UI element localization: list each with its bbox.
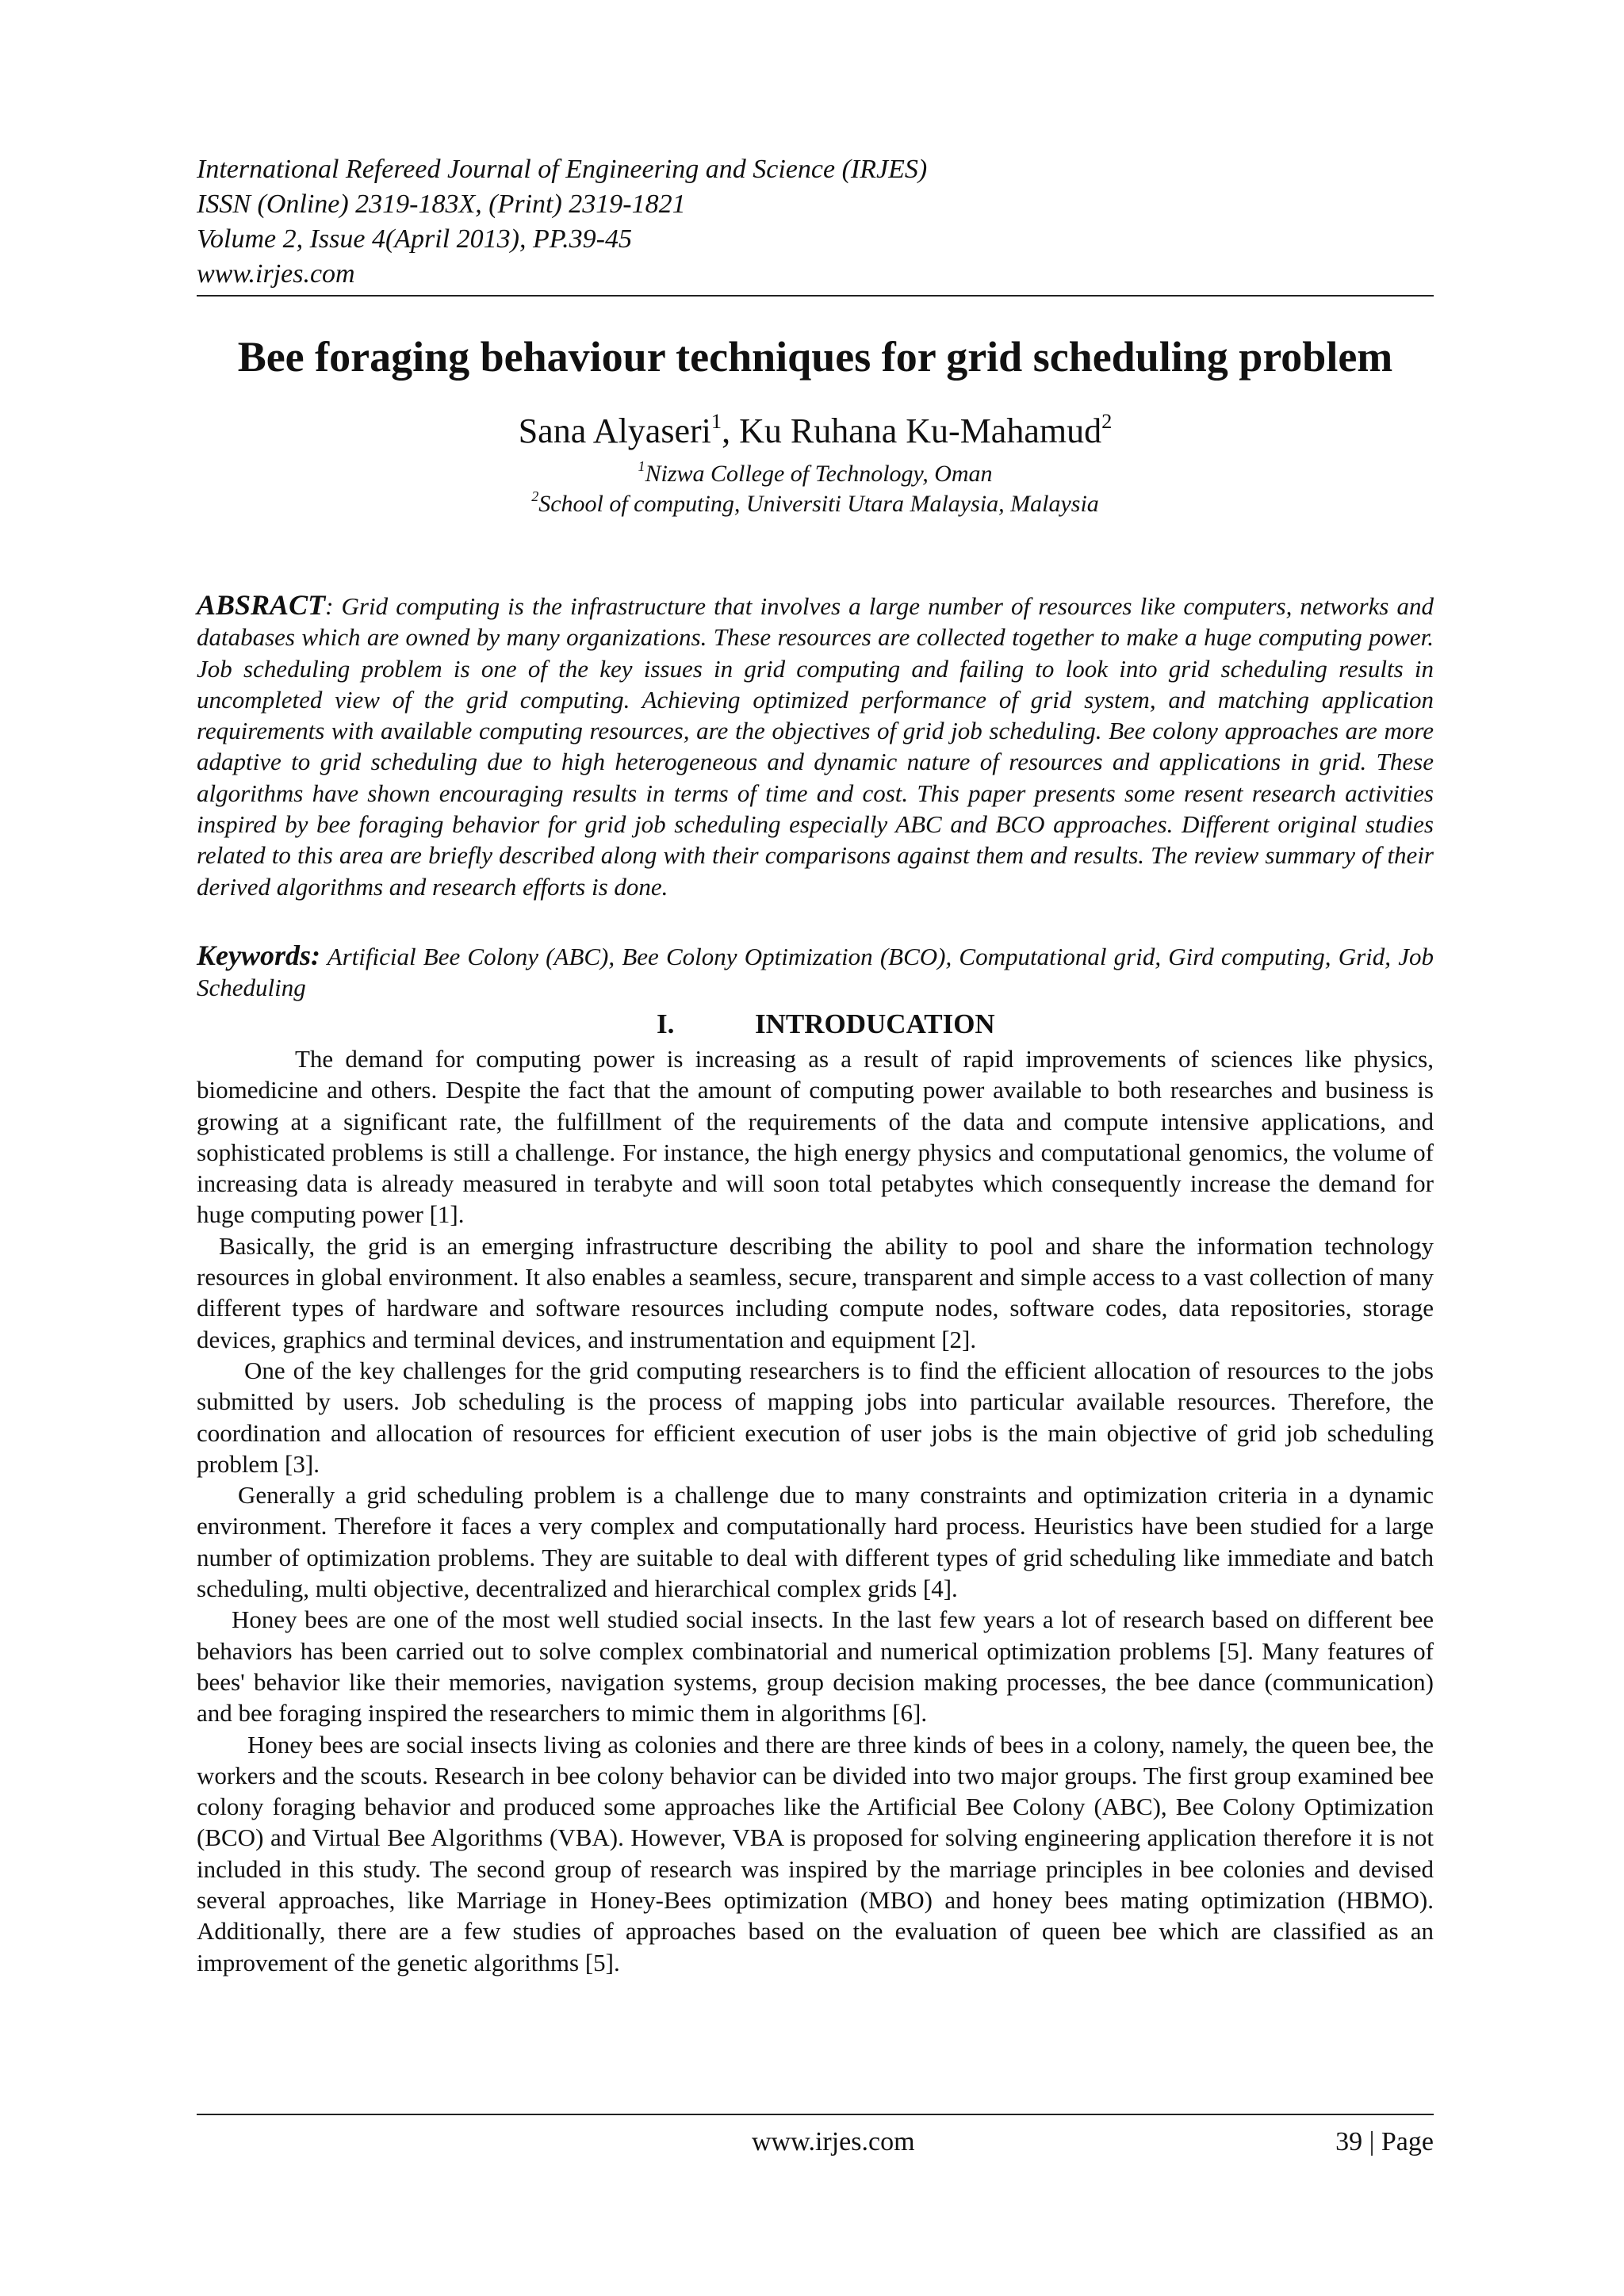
abstract-text: Grid computing is the infrastructure that involves a large number of resources like computers, networks and databases which are owned by many organizations. These resources are collected together to make a huge computing power. Job scheduling problem is one of the key issues in grid computing and failing to look into grid scheduling results in uncompleted view of the grid computing. Achieving optimized performance of grid system, and matching application requirements with available computing resources, are the objectives of grid job scheduling. Bee colony approaches are more adaptive to grid scheduling due to high heterogeneous and dynamic nature of resources and applications in grid. These algorithms have shown encouraging results in terms of time and cost. This paper presents some resent research activities inspired by bee foraging behavior for grid job scheduling especially ABC and BCO approaches. Different original studies related to this area are briefly described along with their comparisons against them and results. The review summary of their derived algorithms and research efforts is done. <box>197 592 1434 901</box>
paragraph: Honey bees are social insects living as colonies and there are three kinds of bees in a colony, namely, the queen bee, the workers and the scouts. Research in bee colony behavior can be divided into two major groups. The first group examined bee colony foraging behavior and produced some approaches like the Artificial Bee Colony (ABC), Bee Colony Optimization (BCO) and Virtual Bee Algorithms (VBA). However, VBA is proposed for solving engineering application therefore it is not included in this study. The second group of research was inspired by the marriage principles in bee colonies and devised several approaches, like Marriage in Honey-Bees optimization (MBO) and honey bees mating optimization (HBMO). Additionally, there are a few studies of approaches based on the evaluation of queen bee which are classified as an improvement of the genetic algorithms [5]. <box>197 1730 1434 1976</box>
abstract-label: ABSRACT <box>197 589 326 621</box>
author-name: Ku Ruhana Ku-Mahamud <box>739 411 1102 450</box>
journal-url[interactable]: www.irjes.com <box>197 259 355 289</box>
affiliation-text: School of computing, Universiti Utara Malaysia, Malaysia <box>538 491 1099 517</box>
introduction-body <box>197 1043 1434 1978</box>
keywords <box>197 940 1434 1003</box>
affiliation-1 <box>197 458 1434 490</box>
section-number: I. <box>657 1008 675 1039</box>
footer-divider <box>197 2114 1434 2115</box>
keywords-label: Keywords: <box>197 939 320 971</box>
paragraph: Generally a grid scheduling problem is a challenge due to many constraints and optimization criteria in a dynamic environment. Therefore it faces a very complex and computationally hard process. Heuristics have been studied for a large number of optimization problems. They are suitable to deal with different types of grid scheduling like immediate and batch scheduling, multi objective, decentralized and hierarchical complex grids [4]. <box>197 1481 1434 1603</box>
affiliation-mark: 1 <box>638 458 645 474</box>
author-affiliation-mark: 2 <box>1101 409 1113 434</box>
header-divider <box>197 295 1434 297</box>
page-number: 39 | Page <box>1335 2127 1434 2156</box>
section-title: INTRODUCATION <box>755 1008 995 1039</box>
journal-volume: Volume 2, Issue 4(April 2013), PP.39-45 <box>197 224 632 254</box>
abstract-separator: : <box>325 592 342 620</box>
abstract <box>197 590 1434 902</box>
affiliation-text: Nizwa College of Technology, Oman <box>645 461 993 487</box>
paragraph: Basically, the grid is an emerging infrastructure describing the ability to pool and share the information technology resources in global environment. It also enables a seamless, secure, transparent and simple access to a vast collection of many different types of hardware and software resources including compute nodes, software codes, data repositories, storage devices, graphics and terminal devices, and instrumentation and equipment [2]. <box>197 1231 1434 1353</box>
author-name: Sana Alyaseri <box>518 411 711 450</box>
author-separator: , <box>722 411 740 450</box>
journal-name: International Refereed Journal of Engineering and Science (IRJES) <box>197 155 928 184</box>
section-heading <box>197 1007 1434 1042</box>
affiliation-2 <box>197 488 1434 520</box>
paper-title: Bee foraging behaviour techniques for grid scheduling problem <box>237 333 1393 381</box>
keywords-text: Artificial Bee Colony (ABC), Bee Colony Optimization (BCO), Computational grid, Gird computing, Grid, Job Scheduling <box>197 943 1434 1001</box>
paragraph: One of the key challenges for the grid computing researchers is to find the efficient allocation of resources to the jobs submitted by users. Job scheduling is the process of mapping jobs into particular available resources. Therefore, the coordination and allocation of resources for efficient execution of user jobs is the main objective of grid job scheduling problem [3]. <box>197 1356 1434 1478</box>
author-list <box>197 409 1434 453</box>
footer-url[interactable]: www.irjes.com <box>752 2127 915 2156</box>
paragraph: The demand for computing power is increasing as a result of rapid improvements of sciences like physics, biomedicine and others. Despite the fact that the amount of computing power available to both researches and business is growing at a significant rate, the fulfillment of the requirements of the data and compute intensive applications, and sophisticated problems is still a challenge. For instance, the high energy physics and computational genomics, the volume of increasing data is already measured in terabyte and will soon total petabytes which consequently increase the demand for huge computing power [1]. <box>197 1045 1434 1229</box>
journal-issn: ISSN (Online) 2319-183X, (Print) 2319-1821 <box>197 189 686 219</box>
affiliation-mark: 2 <box>531 488 539 504</box>
paragraph: Honey bees are one of the most well studied social insects. In the last few years a lot of research based on different bee behaviors has been carried out to solve complex combinatorial and numerical optimization problems [5]. Many features of bees' behavior like their memories, navigation systems, group decision making processes, the bee dance (communication) and bee foraging inspired the researchers to mimic them in algorithms [6]. <box>197 1605 1434 1728</box>
author-affiliation-mark: 1 <box>710 409 722 434</box>
journal-header <box>197 152 1434 292</box>
